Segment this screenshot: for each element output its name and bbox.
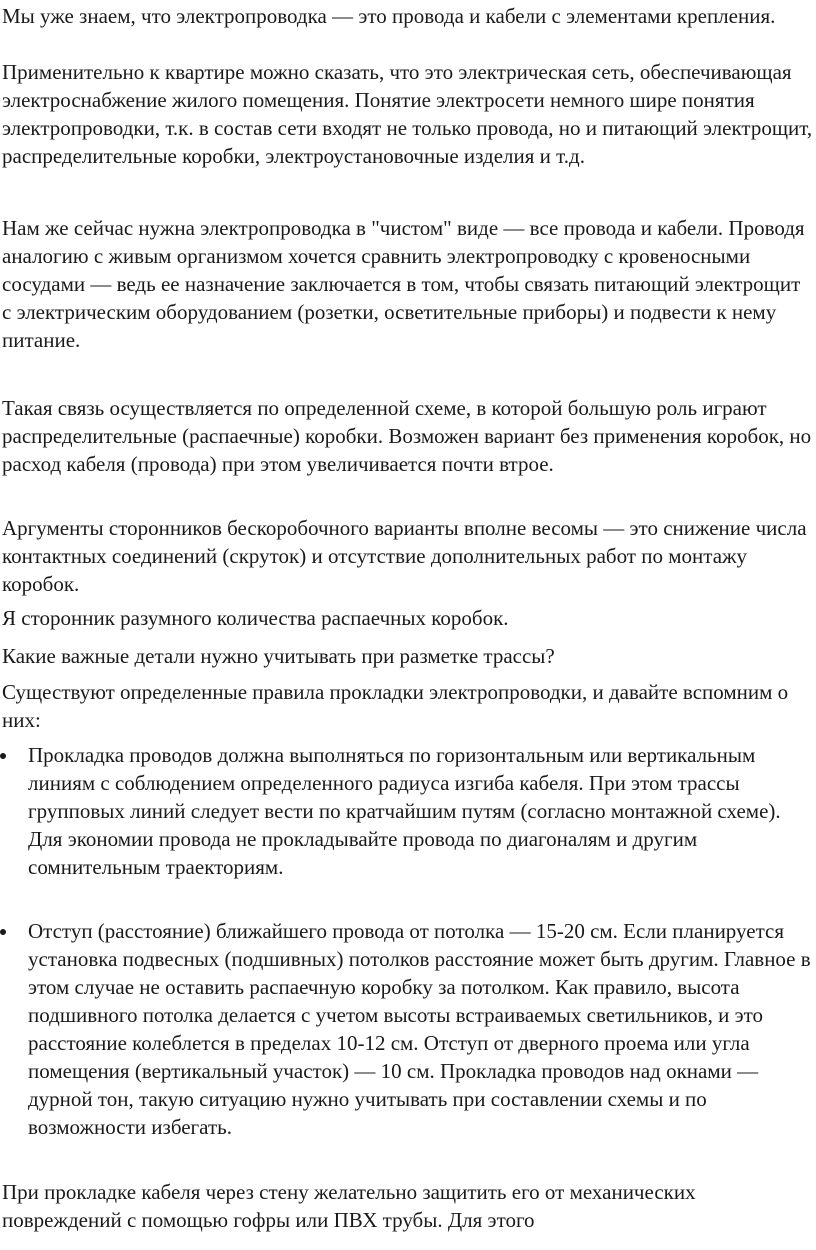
paragraph-5: Аргументы сторонников бескоробочного варианты вполне весомы — это снижение числа контактных соединений (скруток) и отсутствие дополнительных работ по монтажу коробок. xyxy=(2,516,807,596)
list-item-text: Отступ (расстояние) ближайшего провода от потолка — 15-20 см. Если планируется установка подвесных (подшивных) потолков расстояние может быть другим. Главное в этом случае не оставить распаечную коробку за потолком. Как правило, высота подшивного потолка делается с учетом высоты встраиваемых светильников, и это расстояние колеблется в пределах 10-12 см. Отступ от дверного проема или угла помещения (вертикальный участок) — 10 см. Прокладка проводов над окнами — дурной тон, такую ситуацию нужно учитывать при составлении схемы и по возможности избегать. xyxy=(28,919,811,1139)
paragraph-4: Такая связь осуществляется по определенной схеме, в которой большую роль играют распределительные (распаечные) коробки. Возможен вариант без применения коробок, но расход кабеля (провода) при этом увеличивается почти втрое. xyxy=(2,396,812,476)
list-item-text: Прокладка проводов должна выполняться по горизонтальным или вертикальным линиям с соблюдением определенного радиуса изгиба кабеля. При этом трассы групповых линий следует вести по кратчайшим путям (согласно монтажной схеме). Для экономии провода не прокладывайте провода по диагоналям и другим сомнительным траекториям. xyxy=(28,743,781,879)
paragraph-7-question: Какие важные детали нужно учитывать при разметке трассы? xyxy=(2,644,555,668)
paragraph-1: Мы уже знаем, что электропроводка — это провода и кабели с элементами крепления. xyxy=(2,4,776,28)
paragraph-2: Применительно к квартире можно сказать, что это электрическая сеть, обеспечивающая электроснабжение жилого помещения. Понятие электросети немного шире понятия электропроводки, т.к. в состав сети входят не только провода, но и питающий электрощит, распределительные коробки, электроустановочные изделия и т.д. xyxy=(2,60,813,168)
paragraph-3: Нам же сейчас нужна электропроводка в "чистом" виде — все провода и кабели. Проводя аналогию с живым организмом хочется сравнить электропроводку с кровеносными сосудами — ведь ее назначение заключается в том, чтобы связать питающий электрощит с электрическим оборудованием (розетки, осветительные приборы) и подвести к нему питание. xyxy=(2,216,805,352)
final-paragraph: При прокладке кабеля через стену желательно защитить его от механических повреждений с помощью гофры или ПВХ трубы. Для этого xyxy=(2,1180,696,1232)
paragraph-8: Существуют определенные правила прокладки электропроводки, и давайте вспомним о них: xyxy=(2,680,789,732)
paragraph-6: Я сторонник разумного количества распаечных коробок. xyxy=(2,606,509,630)
bullet-icon xyxy=(0,753,6,759)
bullet-icon xyxy=(0,929,6,935)
